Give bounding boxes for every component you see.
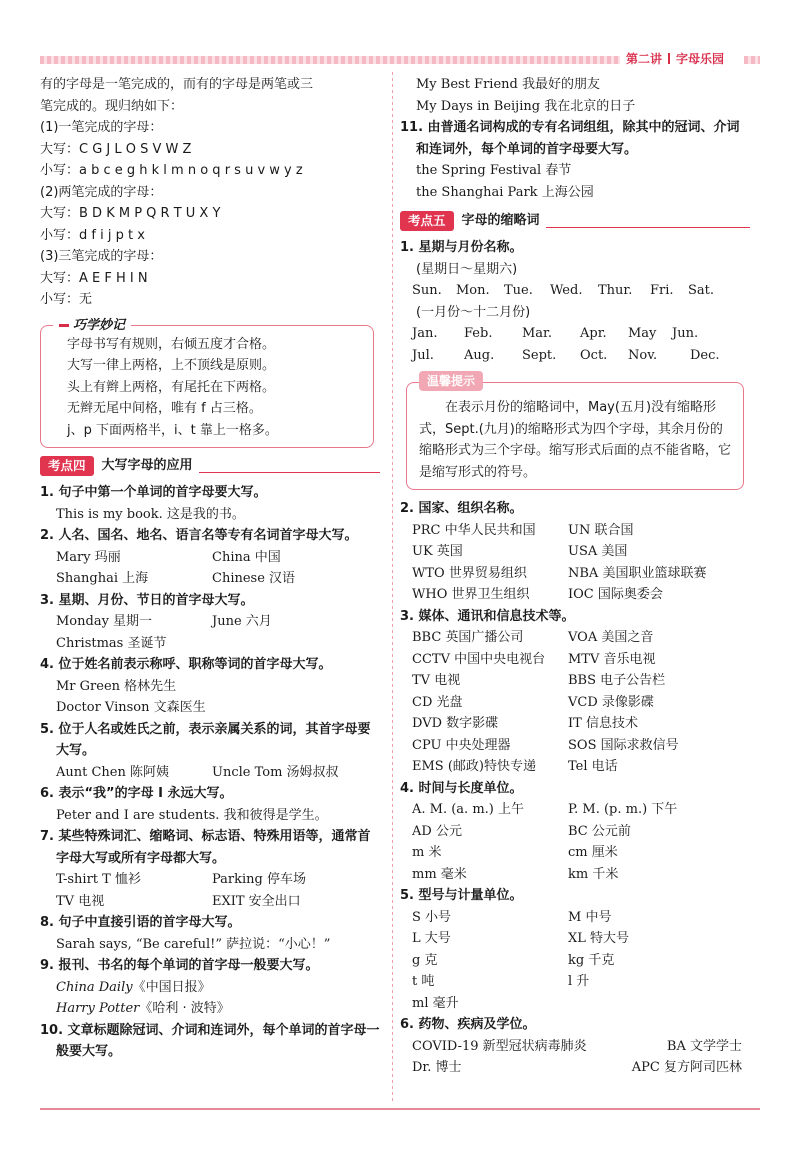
abbr-pair xyxy=(400,541,750,563)
italic-example xyxy=(40,977,380,999)
abbr: Dr. 博士 xyxy=(412,1060,462,1075)
memo-dash-icon xyxy=(59,324,69,327)
example: China 中国 xyxy=(212,549,281,565)
month-abbr: Apr. xyxy=(580,326,607,341)
month-row xyxy=(400,323,750,345)
publication-title: Harry Potter xyxy=(56,1001,140,1016)
warm-tip-box xyxy=(406,374,744,490)
abbr-pair xyxy=(400,563,750,585)
intro-line: 笔完成的。现归纳如下： xyxy=(40,98,184,114)
weekday-row xyxy=(400,280,750,302)
abbr-pair-wide xyxy=(400,1057,750,1079)
abbr: IT 信息技术 xyxy=(568,716,638,731)
italic-example xyxy=(40,998,380,1020)
abbr: BBC 英国广播公司 xyxy=(412,630,524,645)
abbr: km 千米 xyxy=(568,866,619,882)
abbr-pair xyxy=(400,864,750,886)
abbr: M 中号 xyxy=(568,909,612,925)
example: Peter and I are students. 我和彼得是学生。 xyxy=(56,807,328,823)
example: My Best Friend 我最好的朋友 xyxy=(416,77,600,92)
rule-heading: 9. 报刊、书名的每个单词的首字母一般要大写。 xyxy=(40,958,319,973)
abbr: A. M. (a. m.) 上午 xyxy=(412,802,524,817)
intro-line: 有的字母是一笔完成的，而有的字母是两笔或三 xyxy=(40,77,314,92)
abbr-pair xyxy=(400,692,750,714)
rule-heading: 4. 位于姓名前表示称呼、职称等词的首字母大写。 xyxy=(40,657,332,672)
example: Mr Green 格林先生 xyxy=(56,678,177,694)
abbr-pair xyxy=(400,735,750,757)
abbr-pair xyxy=(400,713,750,735)
rule-heading: 3. 媒体、通讯和信息技术等。 xyxy=(400,608,575,624)
range-note: (一月份～十二月份) xyxy=(416,304,531,320)
example-pair xyxy=(40,547,380,569)
abbr: m 米 xyxy=(412,845,442,860)
abbr: MTV 音乐电视 xyxy=(568,651,656,667)
rule-heading: 7. 某些特殊词汇、缩略词、标志语、特殊用语等，通常首字母大写或所有字母都大写。 xyxy=(40,829,371,866)
example: Chinese 汉语 xyxy=(212,571,296,586)
abbr-pair xyxy=(400,520,750,542)
abbr: CPU 中央处理器 xyxy=(412,737,511,753)
abbr-pair xyxy=(400,649,750,671)
month-abbr: Jul. xyxy=(412,347,434,363)
abbr: BBS 电子公告栏 xyxy=(568,673,666,688)
abbr-pair xyxy=(400,627,750,649)
abbr: BA 文学学士 xyxy=(666,1038,742,1054)
abbr: L 大号 xyxy=(412,931,451,946)
two-stroke-title: (2)两笔完成的字母： xyxy=(40,184,163,200)
publication-title: China Daily xyxy=(56,979,133,995)
rule-heading: 10. 文章标题除冠词、介词和连词外，每个单词的首字母一般要大写。 xyxy=(40,1022,380,1059)
month-abbr: Jan. xyxy=(412,326,438,341)
example: Mary 玛丽 xyxy=(56,549,121,565)
abbr: BC 公元前 xyxy=(568,823,631,839)
abbr: COVID-19 新型冠状病毒肺炎 xyxy=(412,1038,587,1054)
month-abbr: May xyxy=(628,326,657,341)
rule-heading: 5. 位于人名或姓氏之前，表示亲属关系的词，其首字母要大写。 xyxy=(40,721,371,758)
example: Sarah says, “Be careful!” 萨拉说：“小心！” xyxy=(56,936,331,952)
example: EXIT 安全出口 xyxy=(212,893,301,909)
abbr: VCD 录像影碟 xyxy=(568,694,654,710)
one-stroke-title: (1)一笔完成的字母： xyxy=(40,120,163,135)
memo-line: 头上有辫上两格，有尾托在下两格。 xyxy=(67,379,276,395)
section-tag: 考点五 xyxy=(400,211,454,231)
month-row xyxy=(400,345,750,367)
memo-line: 字母书写有规则，右倾五度才合格。 xyxy=(67,336,276,352)
warm-tip-tag: 温馨提示 xyxy=(419,371,483,391)
abbr-pair xyxy=(400,670,750,692)
weekday-abbr: Thur. xyxy=(598,283,633,298)
section-tag: 考点四 xyxy=(40,456,94,476)
example: My Days in Beijing 我在北京的日子 xyxy=(416,98,636,114)
example: TV 电视 xyxy=(56,893,105,909)
abbr: CCTV 中国中央电视台 xyxy=(412,651,546,667)
abbr: CD 光盘 xyxy=(412,694,463,710)
abbr: mm 毫米 xyxy=(412,866,467,882)
abbr: kg 千克 xyxy=(568,952,615,968)
memo-box xyxy=(40,317,374,449)
month-abbr: Sept. xyxy=(522,347,557,363)
rule-heading: 1. 句子中第一个单词的首字母要大写。 xyxy=(40,485,267,500)
left-column xyxy=(40,74,380,1063)
rule-heading: 2. 人名、国名、地名、语言名等专有名词首字母大写。 xyxy=(40,528,358,543)
weekday-abbr: Wed. xyxy=(550,283,583,298)
example: June 六月 xyxy=(212,614,272,629)
abbr: t 吨 xyxy=(412,974,435,989)
month-abbr: Oct. xyxy=(580,347,608,363)
abbr: VOA 美国之音 xyxy=(568,630,654,645)
abbr-pair xyxy=(400,584,750,606)
abbr-pair xyxy=(400,799,750,821)
range-note: (星期日～星期六) xyxy=(416,261,518,277)
footer-rule xyxy=(40,1108,760,1110)
one-stroke-upper: 大写：C G J L O S V W Z xyxy=(40,141,192,157)
abbr: SOS 国际求救信号 xyxy=(568,737,679,753)
abbr-pair xyxy=(400,821,750,843)
example-pair xyxy=(40,568,380,590)
month-abbr: Mar. xyxy=(522,326,552,341)
section-rule xyxy=(199,472,380,473)
memo-line: 无辫无尾中间格，唯有 f 占三格。 xyxy=(67,401,262,416)
memo-line: j、p 下面两格半，i、t 靠上一格多。 xyxy=(67,422,278,438)
example-pair xyxy=(40,762,380,784)
weekday-abbr: Fri. xyxy=(650,283,674,298)
abbr: WHO 世界卫生组织 xyxy=(412,587,530,602)
rule-heading: 3. 星期、月份、节日的首字母大写。 xyxy=(40,592,254,608)
month-abbr: Aug. xyxy=(464,347,495,363)
month-abbr: Jun. xyxy=(672,326,699,341)
example-pair xyxy=(40,891,380,913)
example: This is my book. 这是我的书。 xyxy=(56,506,245,522)
column-divider xyxy=(392,72,393,1102)
section-title: 大写字母的应用 xyxy=(101,458,193,474)
rule-heading: 2. 国家、组织名称。 xyxy=(400,501,523,516)
three-stroke-upper: 大写：A E F H I N xyxy=(40,270,148,286)
abbr: g 克 xyxy=(412,952,438,968)
publication-translation: 《哈利 · 波特》 xyxy=(139,1001,230,1016)
rule-heading: 8. 句子中直接引语的首字母大写。 xyxy=(40,915,241,930)
abbr: UN 联合国 xyxy=(568,522,634,538)
abbr-pair xyxy=(400,928,750,950)
abbr: UK 英国 xyxy=(412,544,463,559)
memo-title xyxy=(53,315,131,337)
section-4-heading xyxy=(40,456,380,476)
example-pair xyxy=(40,869,380,891)
warm-tip-text: 在表示月份的缩略词中，May(五月)没有缩略形式，Sept.(九月)的缩略形式为四个字母，其余月份的缩略形式为三个字母。缩写形式后面的点不能省略，它是缩写形式的符号。 xyxy=(419,400,732,480)
three-stroke-title: (3)三笔完成的字母： xyxy=(40,249,163,264)
abbr-pair xyxy=(400,950,750,972)
abbr: S 小号 xyxy=(412,909,452,925)
abbr: NBA 美国职业篮球联赛 xyxy=(568,565,707,581)
example: Shanghai 上海 xyxy=(56,571,149,586)
abbr: EMS (邮政)特快专递 xyxy=(412,759,536,774)
abbr-pair xyxy=(400,971,750,993)
example: Aunt Chen 陈阿姨 xyxy=(56,764,170,780)
rule-heading: 11. 由普通名词构成的专有名词组组，除其中的冠词、介词和连词外，每个单词的首字母要大写。 xyxy=(400,120,740,157)
memo-title-text: 巧学妙记 xyxy=(73,317,126,333)
abbr-pair xyxy=(400,907,750,929)
abbr-pair-wide xyxy=(400,1036,750,1058)
abbr: AD 公元 xyxy=(412,823,462,839)
abbr-pair xyxy=(400,842,750,864)
rule-heading: 5. 型号与计量单位。 xyxy=(400,888,523,903)
example: the Spring Festival 春节 xyxy=(416,163,572,178)
topic-label: 字母乐园 xyxy=(676,52,725,66)
rule-heading: 4. 时间与长度单位。 xyxy=(400,780,523,796)
publication-translation: 《中国日报》 xyxy=(132,979,211,995)
abbr: l 升 xyxy=(568,974,590,989)
memo-line: 大写一律上两格，上不顶线是原则。 xyxy=(67,358,276,373)
example: the Shanghai Park 上海公园 xyxy=(416,184,594,200)
section-rule xyxy=(546,227,750,228)
example: Christmas 圣诞节 xyxy=(56,635,167,651)
header-stripe xyxy=(40,56,620,64)
weekday-abbr: Tue. xyxy=(504,283,533,298)
header-separator xyxy=(668,53,670,64)
abbr: cm 厘米 xyxy=(568,845,618,860)
page-header xyxy=(626,50,724,67)
month-abbr: Feb. xyxy=(464,326,493,341)
right-column xyxy=(400,74,750,1079)
abbr: WTO 世界贸易组织 xyxy=(412,565,527,581)
abbr: TV 电视 xyxy=(412,673,461,688)
example: Parking 停车场 xyxy=(212,872,306,887)
section-5-heading xyxy=(400,211,750,231)
abbr: DVD 数字影碟 xyxy=(412,716,499,731)
section-title: 字母的缩略词 xyxy=(461,213,540,229)
abbr-pair xyxy=(400,756,750,778)
example: Uncle Tom 汤姆叔叔 xyxy=(212,764,339,780)
abbr: APC 复方阿司匹林 xyxy=(631,1060,742,1075)
rule-heading: 6. 表示“我”的字母 I 永远大写。 xyxy=(40,786,233,801)
lecture-label: 第二讲 xyxy=(626,52,663,66)
abbr: P. M. (p. m.) 下午 xyxy=(568,802,678,817)
header-stripe-end xyxy=(744,56,760,64)
abbr: XL 特大号 xyxy=(568,931,630,946)
weekday-abbr: Mon. xyxy=(456,283,490,298)
one-stroke-lower: 小写：a b c e g h k l m n o q r s u v w y z xyxy=(40,163,303,178)
rule-heading: 6. 药物、疾病及学位。 xyxy=(400,1017,536,1032)
weekday-abbr: Sun. xyxy=(412,283,442,298)
abbr: Tel 电话 xyxy=(568,759,618,774)
example: T-shirt T 恤衫 xyxy=(56,872,141,887)
example: Doctor Vinson 文森医生 xyxy=(56,700,206,715)
example: Monday 星期一 xyxy=(56,614,153,629)
two-stroke-lower: 小写：d f i j p t x xyxy=(40,227,145,243)
abbr: USA 美国 xyxy=(568,544,628,559)
rule-heading: 1. 星期与月份名称。 xyxy=(400,240,523,255)
month-abbr: Dec. xyxy=(690,347,720,363)
weekday-abbr: Sat. xyxy=(688,283,715,298)
example-pair xyxy=(40,611,380,633)
month-abbr: Nov. xyxy=(628,347,658,363)
three-stroke-lower: 小写：无 xyxy=(40,292,93,307)
abbr: PRC 中华人民共和国 xyxy=(412,522,536,538)
abbr: IOC 国际奥委会 xyxy=(568,587,663,602)
two-stroke-upper: 大写：B D K M P Q R T U X Y xyxy=(40,206,221,221)
abbr: ml 毫升 xyxy=(412,995,459,1011)
